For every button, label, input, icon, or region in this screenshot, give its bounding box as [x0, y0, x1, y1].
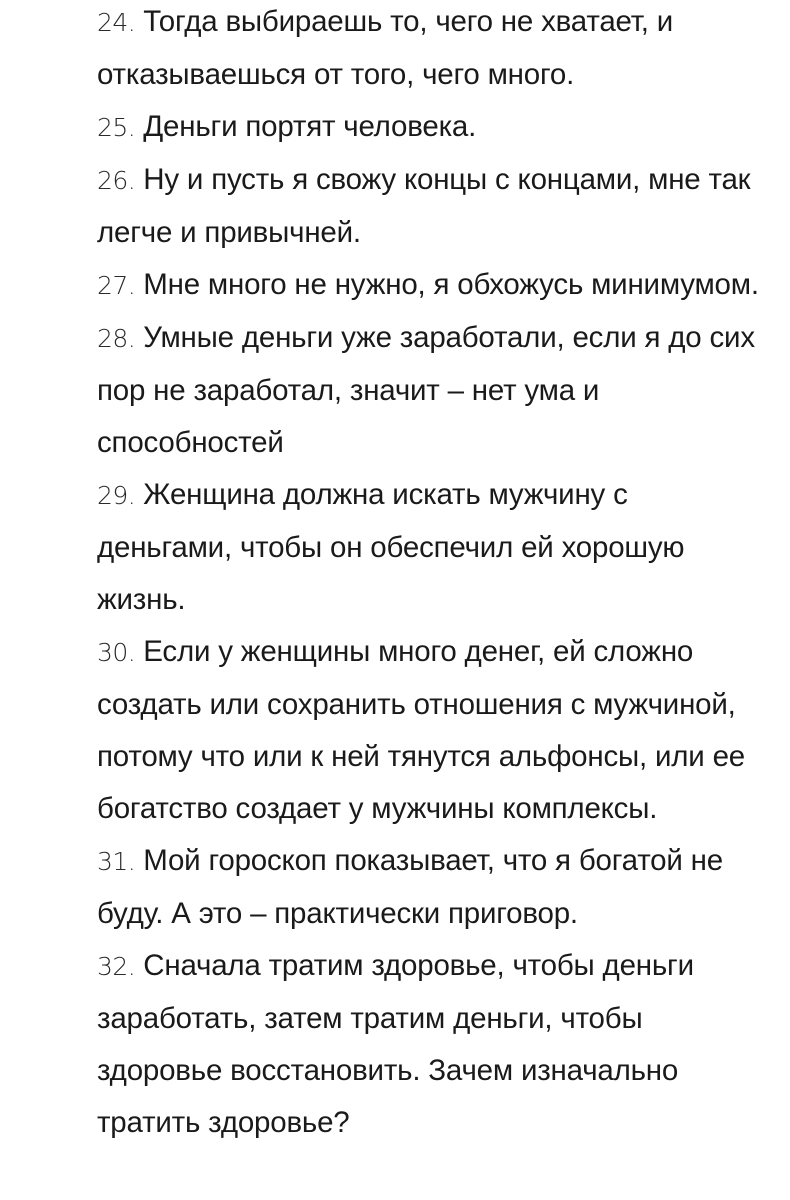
list-item [97, 312, 767, 469]
list-item [97, 469, 767, 626]
item-number: 28. [97, 324, 136, 353]
item-number: 29. [97, 481, 136, 510]
item-number: 31. [97, 847, 136, 876]
item-number: 26. [97, 166, 136, 195]
item-text: Женщина должна искать мужчину с деньгами, чтобы он обеспечил ей хорошую жизнь. [97, 478, 685, 616]
item-number: 27. [97, 271, 136, 300]
item-text: Если у женщины много денег, ей сложно создать или сохранить отношения с мужчиной, потому что или к ней тянутся альфонсы, или ее богатство создает у мужчины комплексы. [97, 635, 745, 825]
item-text: Мой гороскоп показывает, что я богатой не буду. А это – практически приговор. [97, 844, 723, 930]
item-number: 30. [97, 638, 136, 667]
list-item [97, 101, 767, 154]
item-number: 24. [97, 8, 136, 37]
item-text: Сначала тратим здоровье, чтобы деньги заработать, затем тратим деньги, чтобы здоровье восстановить. Зачем изначально тратить здоровье? [97, 949, 694, 1139]
item-text: Умные деньги уже заработали, если я до сих пор не заработал, значит – нет ума и способностей [97, 321, 755, 459]
item-number: 32. [97, 952, 136, 981]
list-item [97, 626, 767, 835]
list-item [97, 940, 767, 1149]
beliefs-list [97, 0, 767, 1149]
list-item [97, 259, 767, 312]
item-text: Ну и пусть я свожу концы с концами, мне так легче и привычней. [97, 163, 751, 249]
item-text: Деньги портят человека. [143, 110, 477, 143]
item-text: Тогда выбираешь то, чего не хватает, и отказываешься от того, чего много. [97, 5, 674, 91]
item-number: 25. [97, 113, 136, 142]
list-item [97, 0, 767, 101]
item-text: Мне много не нужно, я обхожусь минимумом. [143, 268, 759, 301]
list-item [97, 154, 767, 259]
list-item [97, 835, 767, 940]
